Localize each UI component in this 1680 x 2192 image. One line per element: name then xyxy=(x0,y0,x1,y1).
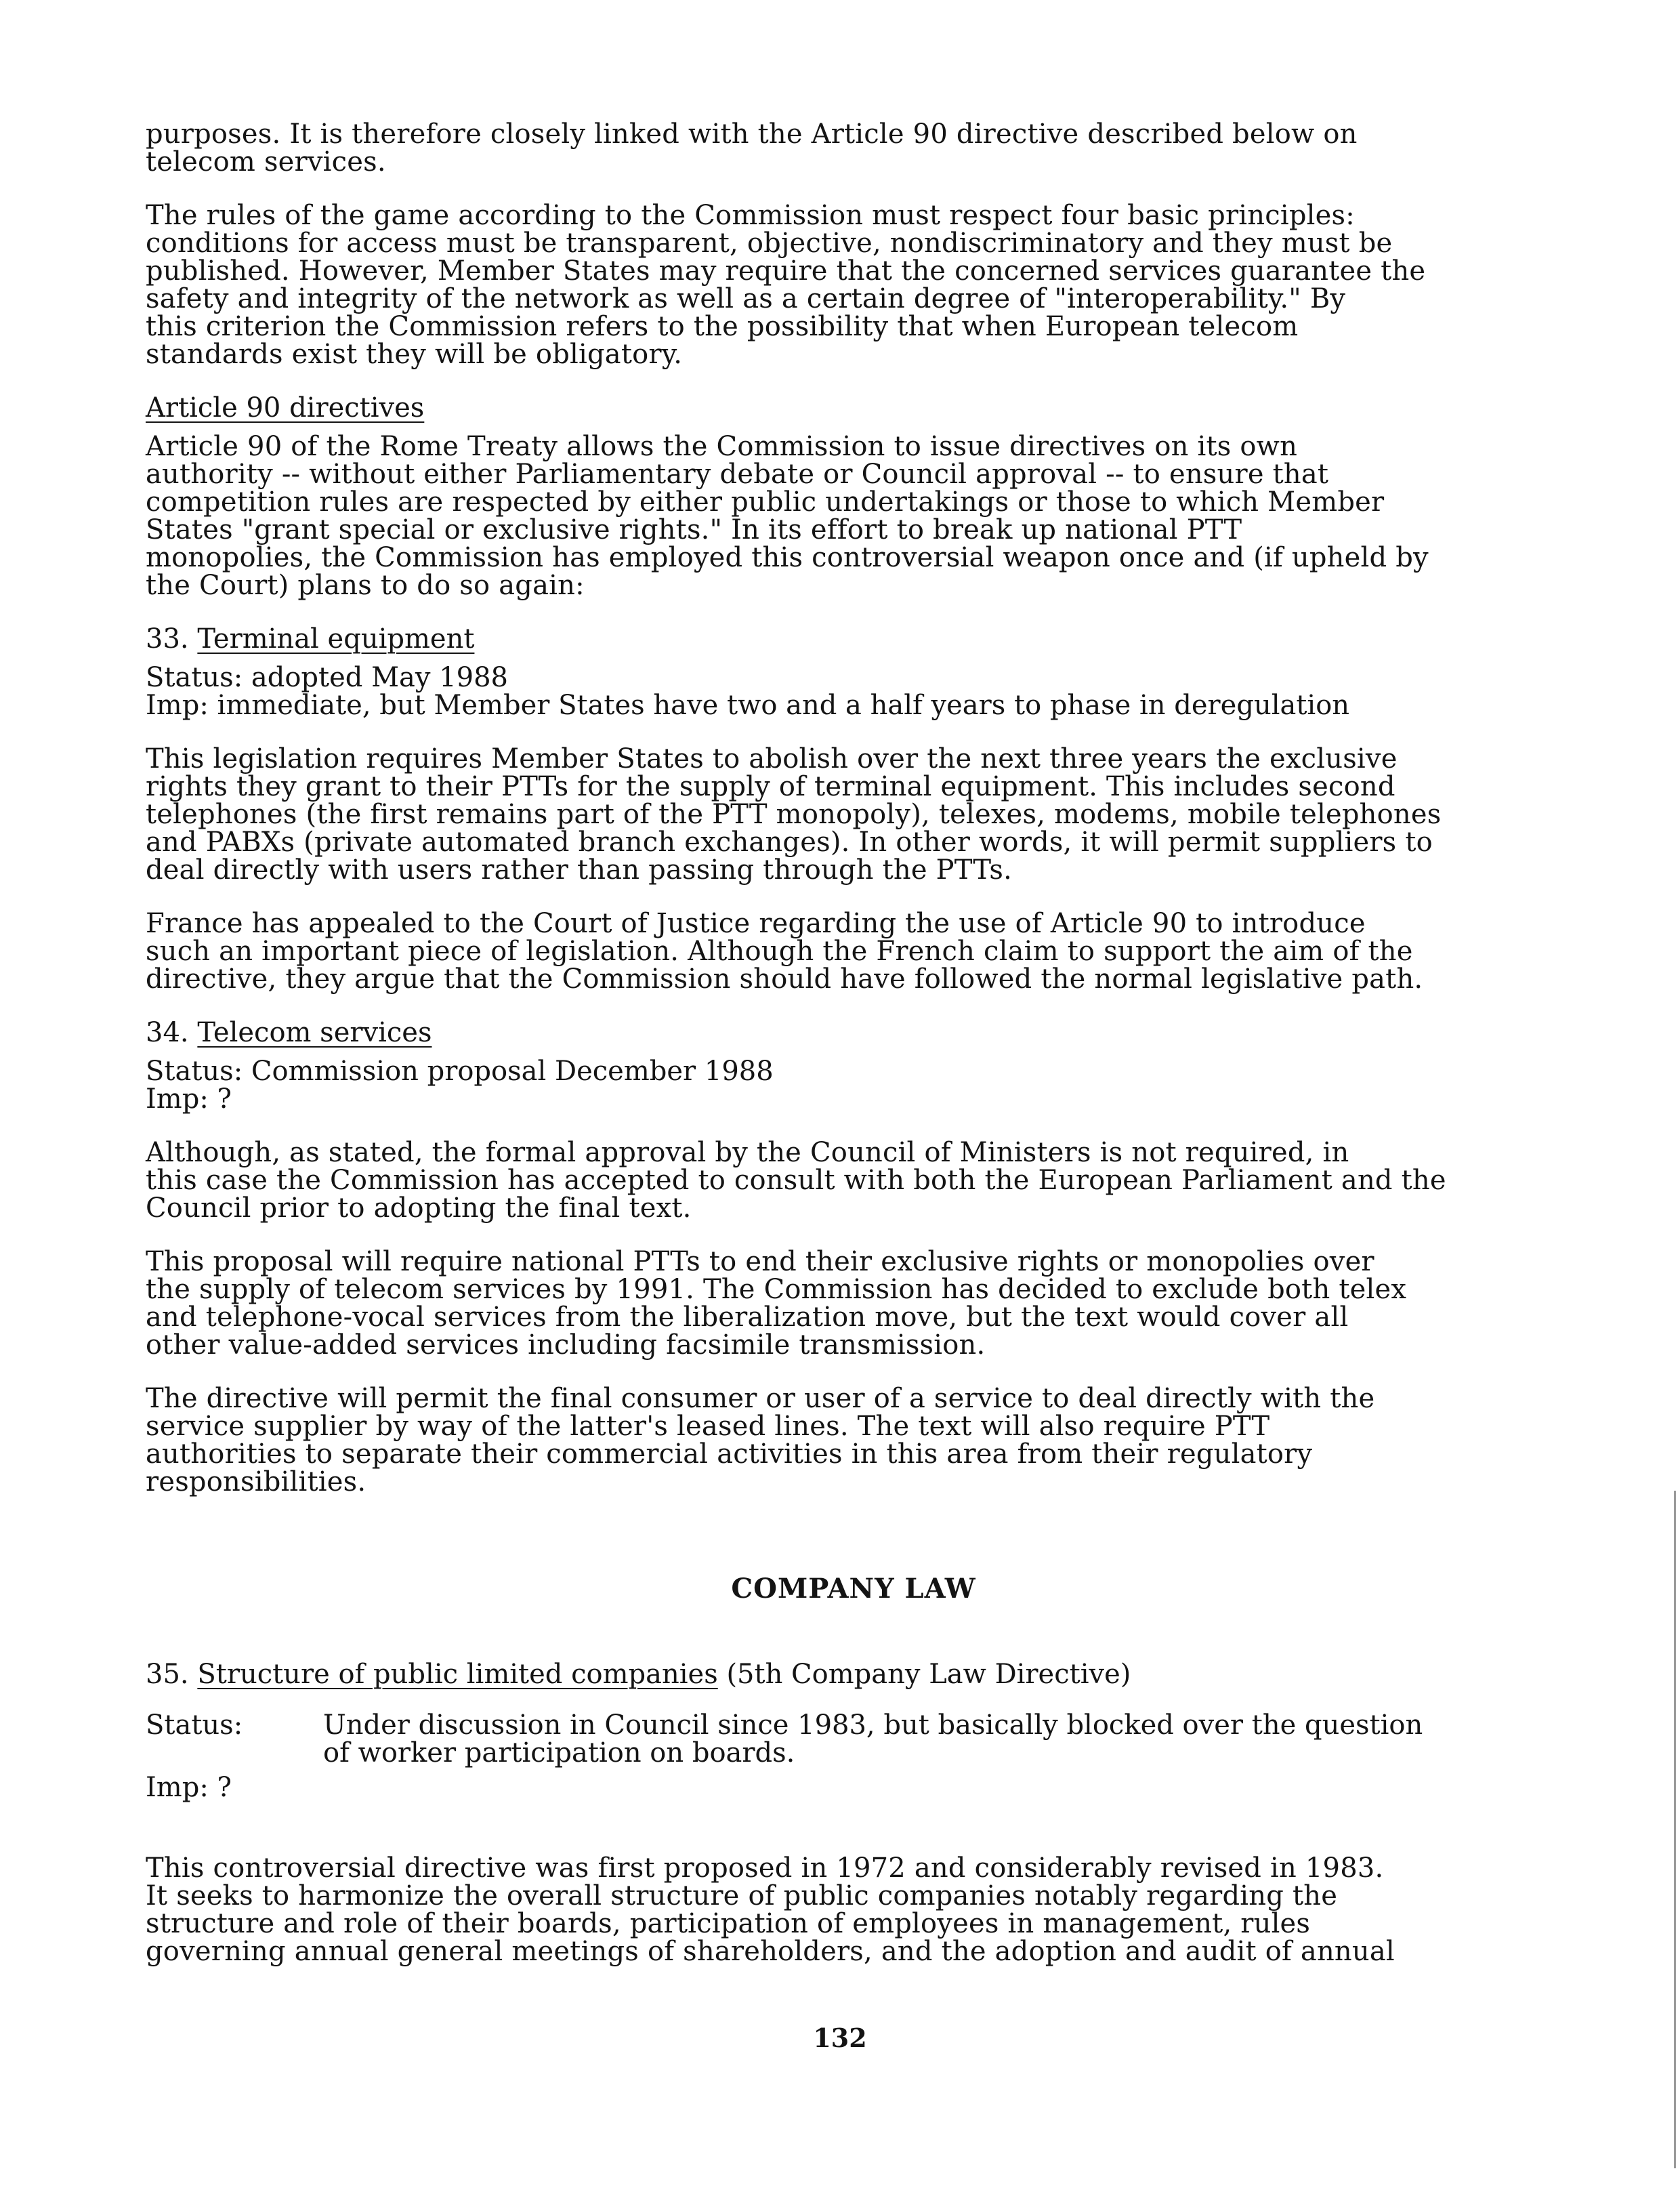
article90-paragraph: Article 90 of the Rome Treaty allows the Commission to issue directives on its own authority -- without either Parliamentary debate or Council approval -- to ensure that competition rules are respected by either public undertakings or those to which Member States "grant special or exclusive rights." In its effort to break up national PTT monopolies, the Commission has employed this controversial weapon once and (if upheld by the Court) plans to do so again: xyxy=(146,431,1429,601)
intro-paragraph-2: The rules of the game according to the Commission must respect four basic principles: conditions for access must be transparent, objective, nondiscriminatory and they must be published. However, Member States may require that the concerned services guarantee the safety and integrity of the network as well as a certain degree of "interoperability." By this criterion the Commission refers to the possibility that when European telecom standards exist they will be obligatory. xyxy=(146,200,1426,370)
item-33-heading xyxy=(146,625,1561,653)
item-33-status: Status: adopted May 1988 xyxy=(146,662,508,693)
article90-heading-text: Article 90 directives xyxy=(146,392,425,423)
item-34-status-block xyxy=(146,1058,1561,1113)
item-35-paragraph-1: This controversial directive was first proposed in 1972 and considerably revised in 1983. It seeks to harmonize the overall structure of public companies notably regarding the structure and role of their boards, participation of employees in management, rules governing annual general meetings of shareholders, and the adoption and audit of annual xyxy=(146,1853,1395,1967)
item-35-status-row xyxy=(146,1712,1561,1767)
page-number: 132 xyxy=(813,2023,867,2053)
item-35-number: 35. xyxy=(146,1659,189,1690)
item-34-number: 34. xyxy=(146,1017,189,1048)
scan-edge-mark xyxy=(1674,1491,1676,2168)
section-title-company-law: COMPANY LAW xyxy=(731,1573,976,1605)
item-34-title: Telecom services xyxy=(197,1017,432,1048)
item-35-suffix: (5th Company Law Directive) xyxy=(726,1659,1131,1690)
item-33-title: Terminal equipment xyxy=(197,623,475,655)
item-33-imp: Imp: immediate, but Member States have two and a half years to phase in deregulation xyxy=(146,690,1350,721)
item-33-paragraph-1: This legislation requires Member States to abolish over the next three years the exclusive rights they grant to their PTTs for the supply of terminal equipment. This includes second telephones (the first remains part of the PTT monopoly), telexes, modems, mobile telephones and PABXs (private automated branch exchanges). In other words, it will permit suppliers to deal directly with users rather than passing through the PTTs. xyxy=(146,743,1442,886)
item-33-number: 33. xyxy=(146,623,189,655)
document-page xyxy=(146,121,1561,1966)
item-34-status: Status: Commission proposal December 1988 xyxy=(146,1056,774,1087)
item-34-paragraph-1: Although, as stated, the formal approval by the Council of Ministers is not required, in this case the Commission has accepted to consult with both the European Parliament and the Council prior to adopting the final text. xyxy=(146,1137,1446,1224)
item-34-paragraph-3: The directive will permit the final consumer or user of a service to deal directly with the service supplier by way of the latter's leased lines. The text will also require PTT authorities to separate their commercial activities in this area from their regulatory responsibilities. xyxy=(146,1383,1375,1497)
item-35-title: Structure of public limited companies xyxy=(197,1659,718,1690)
item-33-paragraph-2: France has appealed to the Court of Justice regarding the use of Article 90 to introduce such an important piece of legislation. Although the French claim to support the aim of the directive, they argue that the Commission should have followed the normal legislative path. xyxy=(146,908,1423,995)
item-35-status-label: Status: xyxy=(146,1710,243,1741)
item-35-heading xyxy=(146,1661,1561,1689)
item-34-paragraph-2: This proposal will require national PTTs to end their exclusive rights or monopolies over the supply of telecom services by 1991. The Commission has decided to exclude both telex and telephone-vocal services from the liberalization move, but the text would cover all other value-added services including facsimile transmission. xyxy=(146,1246,1407,1361)
article90-heading xyxy=(146,394,1561,422)
item-35-status-value: Under discussion in Council since 1983, but basically blocked over the question of worker participation on boards. xyxy=(323,1710,1423,1769)
item-33-status-block xyxy=(146,664,1561,720)
item-34-imp: Imp: ? xyxy=(146,1083,232,1115)
item-35-imp: Imp: ? xyxy=(146,1772,232,1803)
item-34-heading xyxy=(146,1019,1561,1047)
intro-paragraph-1: purposes. It is therefore closely linked with the Article 90 directive described below on telecom services. xyxy=(146,119,1358,178)
